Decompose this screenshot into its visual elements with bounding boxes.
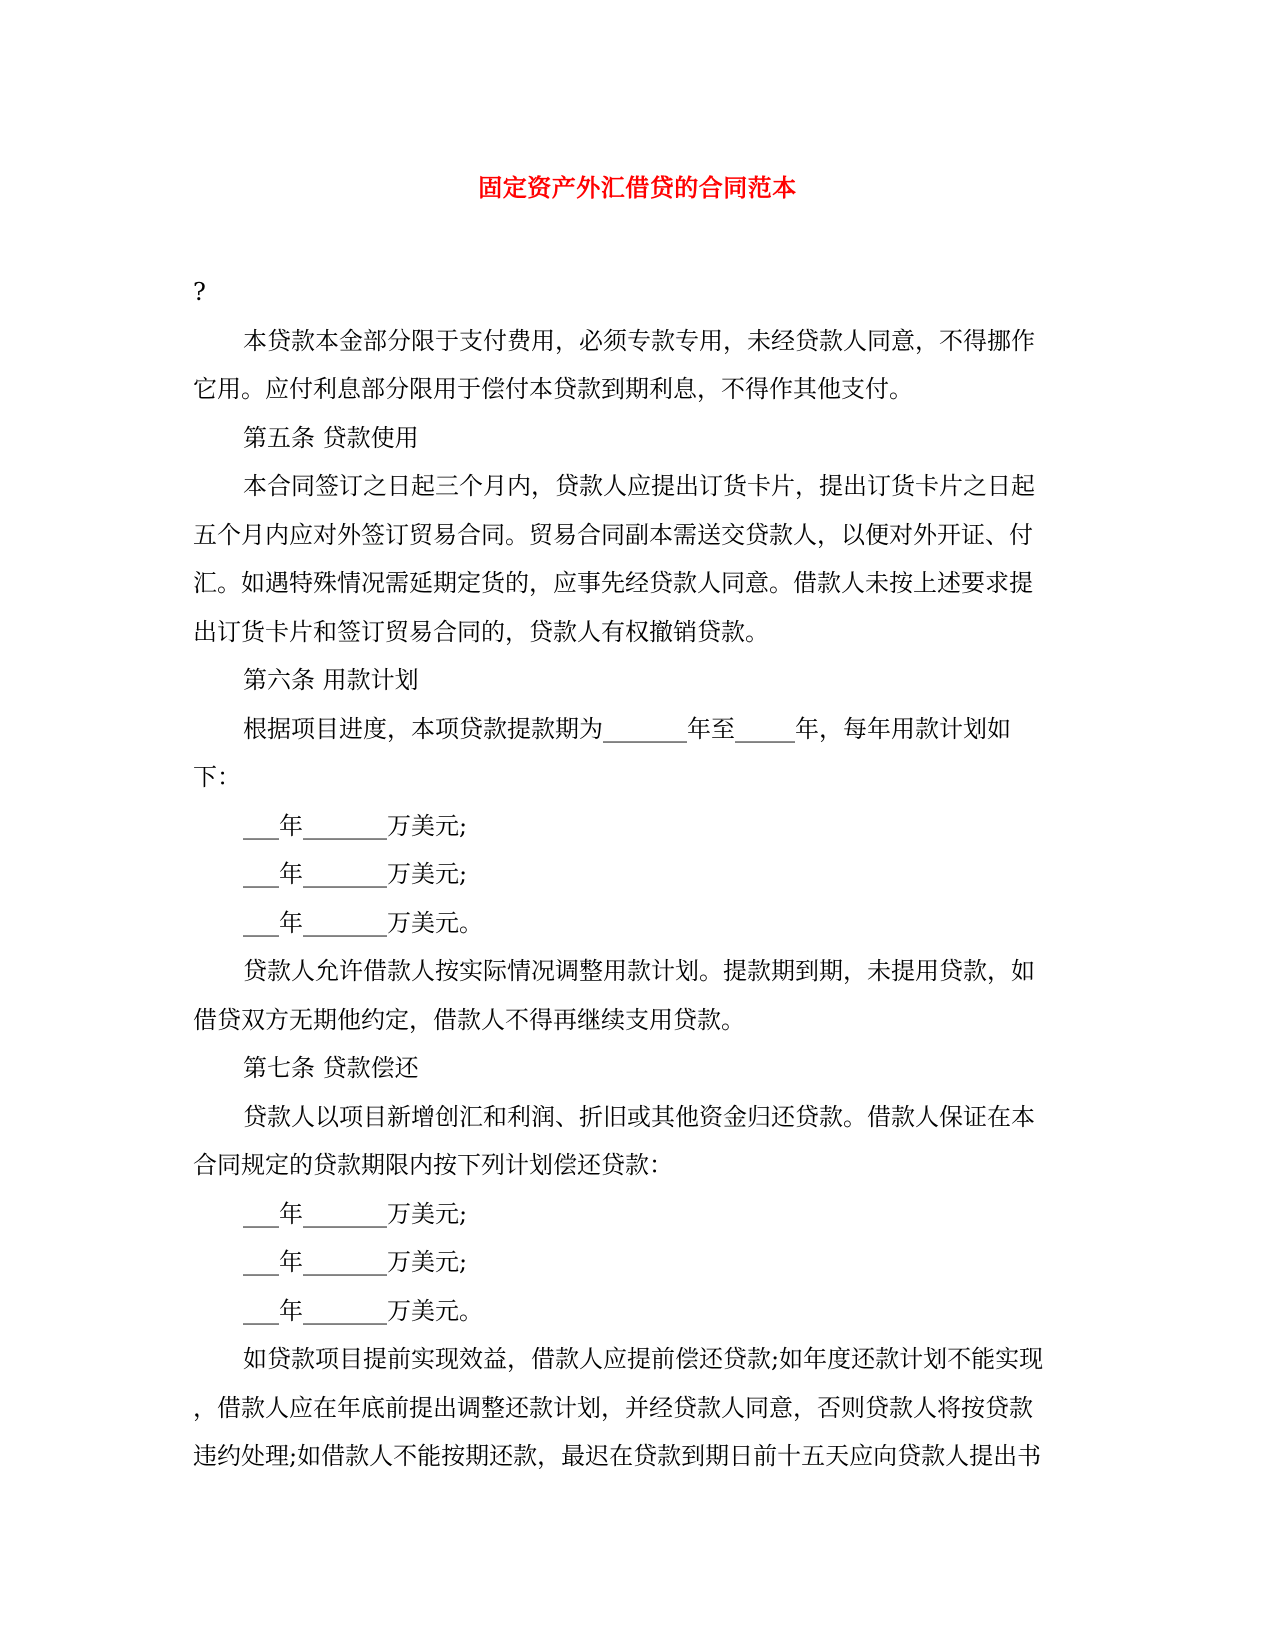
body-line: 五个月内应对外签订贸易合同。贸易合同副本需送交贷款人，以便对外开证、付 <box>193 520 1033 549</box>
body-line: ___年_______万美元。 <box>243 908 483 937</box>
body-line: 出订货卡片和签订贸易合同的，贷款人有权撤销贷款。 <box>193 617 769 646</box>
body-line: 借贷双方无期他约定，借款人不得再继续支用贷款。 <box>193 1005 745 1034</box>
body-line: 下： <box>193 763 241 791</box>
body-line: ，借款人应在年底前提出调整还款计划，并经贷款人同意，否则贷款人将按贷款 <box>193 1393 1033 1422</box>
body-line: 贷款人允许借款人按实际情况调整用款计划。提款期到期，未提用贷款，如 <box>243 957 1035 985</box>
body-line: ___年_______万美元。 <box>243 1296 483 1325</box>
body-line: 合同规定的贷款期限内按下列计划偿还贷款： <box>193 1151 673 1179</box>
body-line: ___年_______万美元; <box>243 1248 468 1276</box>
body-line: ? <box>193 278 206 306</box>
body-line: 第六条 用款计划 <box>243 666 419 694</box>
body-line: 贷款人以项目新增创汇和利润、折旧或其他资金归还贷款。借款人保证在本 <box>243 1102 1035 1131</box>
body-line: ___年_______万美元; <box>243 811 468 840</box>
body-line: ___年_______万美元; <box>243 1199 468 1228</box>
body-line: 第七条 贷款偿还 <box>243 1054 419 1082</box>
body-line: 它用。应付利息部分限用于偿付本贷款到期利息，不得作其他支付。 <box>193 375 913 403</box>
body-line: 违约处理;如借款人不能按期还款，最迟在贷款到期日前十五天应向贷款人提出书 <box>193 1442 1042 1470</box>
document-title: 固定资产外汇借贷的合同范本 <box>478 173 797 202</box>
body-line: 第五条 贷款使用 <box>243 423 419 452</box>
body-line: 汇。如遇特殊情况需延期定货的，应事先经贷款人同意。借款人未按上述要求提 <box>193 569 1033 597</box>
body-line: ___年_______万美元; <box>243 860 468 888</box>
document-body <box>193 268 1073 1481</box>
body-line: 如贷款项目提前实现效益，借款人应提前偿还贷款;如年度还款计划不能实现 <box>243 1345 1044 1373</box>
body-line: 根据项目进度，本项贷款提款期为_______年至_____年，每年用款计划如 <box>243 714 1011 743</box>
body-line: 本合同签订之日起三个月内，贷款人应提出订货卡片，提出订货卡片之日起 <box>243 472 1035 500</box>
body-line: 本贷款本金部分限于支付费用，必须专款专用，未经贷款人同意，不得挪作 <box>243 326 1035 355</box>
